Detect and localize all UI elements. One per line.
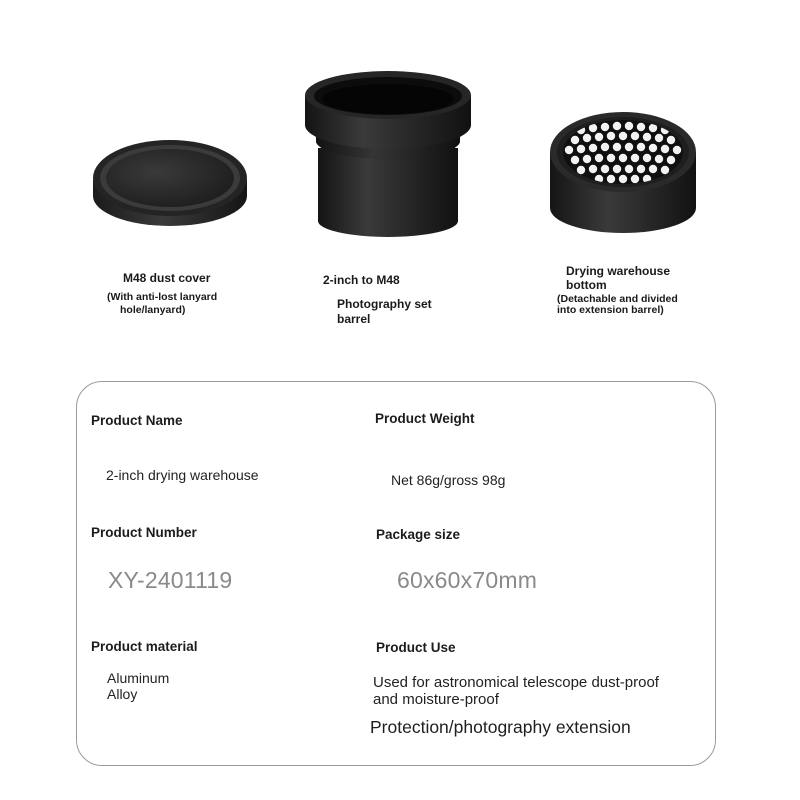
- product-use-value-2: and moisture-proof: [373, 691, 499, 708]
- dust-cover-title: M48 dust cover: [123, 271, 211, 285]
- product-weight-value: Net 86g/gross 98g: [391, 472, 506, 488]
- drying-title-2: bottom: [566, 278, 607, 292]
- product-weight-label: Product Weight: [375, 411, 475, 426]
- barrel-icon: [303, 63, 473, 243]
- product-material-value-1: Aluminum: [107, 670, 170, 686]
- drying-title-1: Drying warehouse: [566, 264, 671, 278]
- product-name-value: 2-inch drying warehouse: [106, 467, 259, 483]
- package-size-label: Package size: [376, 527, 461, 542]
- barrel-title: 2-inch to M48: [323, 273, 400, 287]
- product-drying-bottom: [548, 108, 698, 238]
- product-material-value-2: Alloy: [107, 686, 138, 702]
- product-dust-cover: [85, 120, 255, 230]
- product-barrel: [303, 63, 473, 243]
- product-material-label: Product material: [91, 639, 198, 654]
- product-use-extra: Protection/photography extension: [370, 717, 631, 737]
- product-name-label: Product Name: [91, 413, 183, 428]
- product-number-label: Product Number: [91, 525, 197, 540]
- product-use-value-1: Used for astronomical telescope dust-proof: [373, 674, 659, 691]
- product-use-label: Product Use: [376, 640, 456, 655]
- barrel-note-1: Photography set: [337, 297, 432, 311]
- dust-cover-note-1: (With anti-lost lanyard: [107, 291, 218, 303]
- drying-bottom-icon: [548, 108, 698, 238]
- product-number-value: XY-2401119: [108, 567, 233, 593]
- dust-cover-icon: [85, 120, 255, 230]
- drying-note-2: into extension barrel): [557, 304, 664, 316]
- dust-cover-note-2: hole/lanyard): [120, 304, 186, 316]
- barrel-note-2: barrel: [337, 312, 371, 326]
- drying-note-1: (Detachable and divided: [557, 293, 678, 305]
- package-size-value: 60x60x70mm: [397, 567, 538, 593]
